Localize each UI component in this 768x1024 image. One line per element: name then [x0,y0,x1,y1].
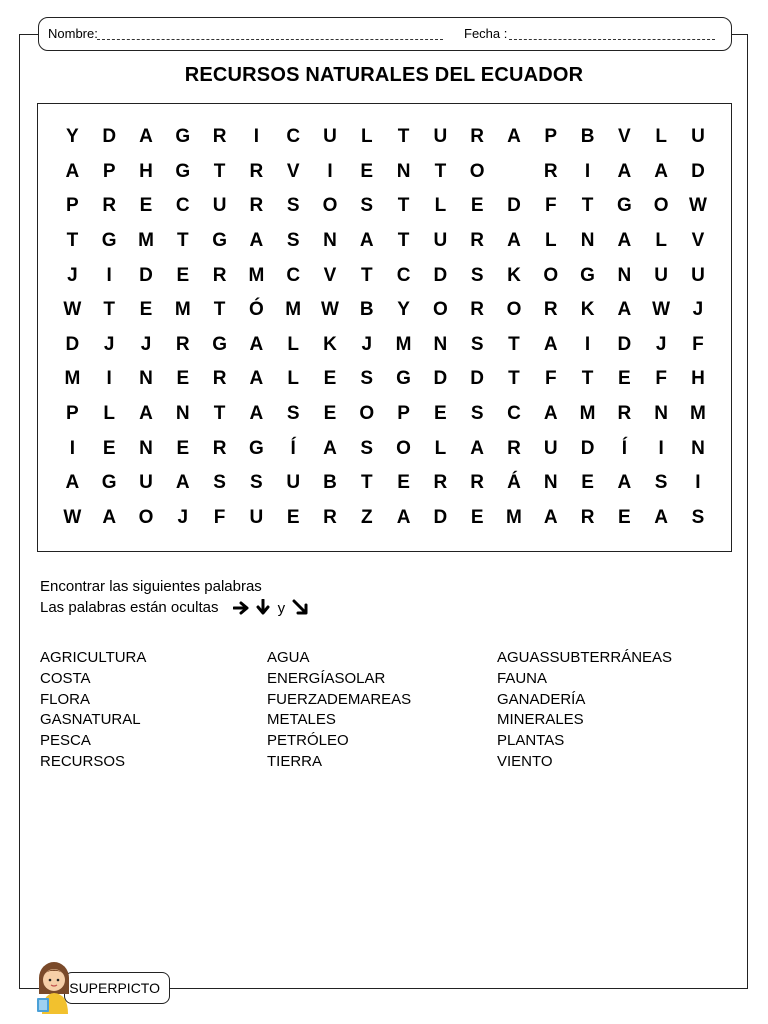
word-item: AGRICULTURA [40,649,147,666]
grid-cell[interactable]: A [396,506,411,528]
grid-cell[interactable]: O [506,299,522,321]
grid-cell[interactable]: Á [507,472,521,494]
grid-cell[interactable]: A [654,160,669,182]
word-list-column-2 [267,648,411,773]
grid-cell[interactable]: U [249,506,264,528]
word-search-grid [54,120,716,535]
header-bar [38,17,732,51]
instructions-line2-row [40,597,310,619]
grid-cell[interactable]: E [139,299,153,321]
grid-cell[interactable]: E [434,403,447,425]
grid-cell[interactable]: J [655,333,667,355]
grid-cell[interactable]: C [396,264,411,286]
grid-cell[interactable]: E [176,437,190,459]
grid-cell[interactable]: C [175,195,190,217]
grid-cell[interactable]: F [544,195,557,217]
brand-badge [34,958,174,1012]
grid-cell[interactable]: R [249,160,264,182]
name-label: Nombre: [48,26,98,41]
grid-cell[interactable]: A [543,333,558,355]
grid-cell[interactable]: E [618,506,631,528]
grid-cell[interactable]: U [139,472,153,494]
grid-cell[interactable]: G [175,160,191,182]
grid-cell[interactable]: P [397,403,410,425]
grid-cell[interactable]: L [655,126,667,148]
brand-pill [64,972,170,1004]
grid-cell[interactable]: D [691,160,705,182]
grid-cell[interactable]: A [249,368,264,390]
grid-cell[interactable]: D [65,333,80,355]
grid-cell[interactable]: R [249,195,264,217]
instructions-line1: Encontrar las siguientes palabras [40,578,262,595]
word-list-column-3 [497,648,672,773]
grid-cell[interactable]: A [507,126,521,148]
grid-cell[interactable]: T [397,230,410,252]
grid-cell[interactable]: K [507,264,521,286]
grid-cell[interactable]: A [470,437,485,459]
grid-cell[interactable]: F [655,368,667,390]
grid-cell[interactable]: F [213,506,226,528]
grid-cell[interactable]: L [434,195,447,217]
grid-cell[interactable]: R [433,472,448,494]
grid-cell[interactable]: M [138,230,154,252]
grid-cell[interactable]: D [470,368,485,390]
grid-cell[interactable]: W [63,506,82,528]
word-item: GASNATURAL [40,711,141,729]
direction-arrows [233,598,311,619]
grid-cell[interactable]: R [212,368,227,390]
grid-cell[interactable]: I [658,437,664,459]
grid-cell[interactable]: R [543,299,558,321]
grid-cell[interactable]: G [248,437,264,459]
grid-cell[interactable]: J [103,333,115,355]
grid-cell[interactable]: U [323,126,337,148]
grid-cell[interactable]: A [617,230,632,252]
grid-cell[interactable]: E [397,472,410,494]
grid-cell[interactable]: T [213,299,226,321]
word-list-column-1 [40,648,146,773]
grid-cell[interactable]: N [433,333,448,355]
arrows-connector: y [277,599,286,617]
grid-cell[interactable]: A [543,506,558,528]
grid-cell[interactable]: S [286,230,300,252]
grid-cell[interactable]: Ó [248,299,264,321]
word-item: RECURSOS [40,752,126,770]
grid-cell[interactable]: S [360,195,374,217]
grid-cell[interactable]: T [508,368,520,390]
grid-cell[interactable]: W [688,195,707,217]
grid-cell[interactable]: N [323,230,337,252]
grid-cell[interactable]: K [580,299,595,321]
grid-cell[interactable]: A [139,403,153,425]
grid-cell[interactable] [496,155,533,190]
grid-cell[interactable]: P [544,126,558,148]
word-item: FLORA [40,690,91,708]
name-field[interactable] [97,39,443,40]
grid-cell[interactable]: B [359,299,374,321]
grid-cell[interactable]: D [507,195,521,217]
grid-cell[interactable]: S [470,403,484,425]
grid-cell[interactable]: N [654,403,669,425]
grid-cell[interactable]: E [323,403,337,425]
grid-cell[interactable]: R [470,299,485,321]
grid-cell[interactable]: E [102,437,116,459]
grid-cell[interactable]: T [66,230,79,252]
teacher-avatar-icon [34,958,78,1014]
grid-cell[interactable]: S [470,333,484,355]
grid-cell[interactable]: A [617,299,632,321]
grid-cell[interactable]: A [175,472,190,494]
grid-cell[interactable]: S [360,437,374,459]
grid-cell[interactable]: O [396,437,411,459]
grid-cell[interactable]: S [654,472,668,494]
grid-cell[interactable]: Í [290,437,296,459]
grid-cell[interactable]: N [617,264,632,286]
word-item: COSTA [40,669,91,687]
grid-cell[interactable]: I [584,160,591,182]
grid-cell[interactable]: R [617,403,632,425]
grid-cell[interactable]: F [692,333,704,355]
grid-cell[interactable]: G [396,368,411,390]
grid-cell[interactable]: E [470,195,484,217]
grid-cell[interactable]: R [212,437,227,459]
grid-cell[interactable]: T [213,160,226,182]
grid-cell[interactable]: E [360,160,374,182]
grid-cell[interactable]: R [212,126,227,148]
grid-cell[interactable]: L [287,333,299,355]
word-item: VIENTO [497,752,553,770]
grid-cell[interactable]: V [618,126,631,148]
grid-cell[interactable]: P [102,160,116,182]
grid-cell[interactable]: O [653,195,669,217]
grid-cell[interactable]: A [323,437,337,459]
grid-cell[interactable]: E [176,368,190,390]
grid-cell[interactable]: C [286,264,301,286]
grid-cell[interactable]: I [695,472,701,494]
grid-cell[interactable]: S [691,506,705,528]
grid-cell[interactable]: B [323,472,337,494]
grid-cell[interactable]: I [327,160,333,182]
grid-cell[interactable]: G [212,230,227,252]
grid-cell[interactable]: J [177,506,189,528]
grid-cell[interactable]: Y [66,126,79,148]
grid-cell[interactable]: U [691,264,705,286]
grid-cell[interactable]: D [433,506,448,528]
grid-cell[interactable]: B [580,126,595,148]
grid-cell[interactable]: E [323,368,337,390]
grid-cell[interactable]: O [543,264,559,286]
grid-cell[interactable]: D [433,264,448,286]
word-item: FAUNA [497,669,548,687]
word-item: AGUA [267,649,310,666]
grid-cell[interactable]: R [102,195,117,217]
instructions [40,576,310,619]
grid-cell[interactable]: N [175,403,190,425]
grid-cell[interactable]: A [139,126,153,148]
grid-cell[interactable]: A [249,403,264,425]
grid-cell[interactable]: T [103,299,115,321]
grid-cell[interactable]: N [691,437,705,459]
grid-cell[interactable]: T [508,333,520,355]
grid-cell[interactable]: Y [397,299,410,321]
grid-cell[interactable]: M [395,333,412,355]
grid-cell[interactable]: A [102,506,117,528]
word-item: MINERALES [497,711,584,729]
grid-cell[interactable]: G [175,126,191,148]
grid-cell[interactable]: R [507,437,521,459]
arrow-down-icon [255,599,271,617]
grid-cell[interactable]: I [69,437,76,459]
grid-cell[interactable]: L [544,230,557,252]
grid-cell[interactable]: A [543,403,558,425]
word-item: PLANTAS [497,732,565,750]
grid-cell[interactable]: A [617,160,632,182]
grid-cell[interactable]: R [470,126,485,148]
word-item: METALES [267,711,336,729]
grid-cell[interactable]: F [544,368,557,390]
grid-cell[interactable]: N [580,230,595,252]
grid-cell[interactable]: W [63,299,82,321]
grid-cell[interactable]: O [138,506,154,528]
grid-cell[interactable]: C [507,403,521,425]
grid-cell[interactable]: T [581,195,594,217]
grid-cell[interactable]: A [507,230,521,252]
grid-cell[interactable]: I [584,333,591,355]
grid-cell[interactable]: A [654,506,669,528]
word-item: GANADERÍA [497,690,586,708]
grid-cell[interactable]: N [543,472,558,494]
grid-cell[interactable]: M [248,264,265,286]
grid-cell[interactable]: S [360,368,374,390]
date-field[interactable] [509,39,715,40]
grid-cell[interactable]: W [652,299,671,321]
grid-cell[interactable]: G [580,264,595,286]
word-item: FUERZADEMAREAS [267,690,412,708]
grid-cell[interactable]: M [579,403,596,425]
word-item: AGUASSUBTERRÁNEAS [497,649,673,666]
grid-cell[interactable]: P [66,403,79,425]
grid-cell[interactable]: R [175,333,190,355]
grid-cell[interactable]: H [691,368,705,390]
grid-cell[interactable]: L [434,437,447,459]
grid-cell[interactable]: E [286,506,300,528]
grid-cell[interactable]: D [580,437,595,459]
grid-cell[interactable]: E [581,472,594,494]
grid-cell[interactable]: R [470,472,485,494]
grid-cell[interactable]: U [654,264,669,286]
grid-cell[interactable]: G [101,230,117,252]
grid-cell[interactable]: I [253,126,260,148]
grid-cell[interactable]: E [470,506,484,528]
grid-cell[interactable]: O [432,299,448,321]
grid-cell[interactable]: U [691,126,705,148]
grid-cell[interactable]: T [434,160,447,182]
grid-cell[interactable]: T [581,368,594,390]
grid-cell[interactable]: A [359,230,374,252]
grid-cell[interactable]: P [66,195,79,217]
grid-cell[interactable]: O [469,160,485,182]
grid-cell[interactable]: L [103,403,115,425]
grid-cell[interactable]: I [106,368,112,390]
grid-cell[interactable]: J [67,264,78,286]
grid-cell[interactable]: D [617,333,632,355]
grid-cell[interactable]: S [286,403,300,425]
grid-cell[interactable]: M [64,368,81,390]
grid-cell[interactable]: J [361,333,373,355]
grid-cell[interactable]: A [65,160,80,182]
grid-cell[interactable]: J [692,299,704,321]
grid-cell[interactable]: V [286,160,300,182]
grid-cell[interactable]: D [433,368,448,390]
grid-cell[interactable]: A [65,472,80,494]
grid-cell[interactable]: U [433,230,448,252]
grid-cell[interactable]: T [176,230,189,252]
grid-cell[interactable]: U [433,126,448,148]
word-item: ENERGÍASOLAR [267,669,386,687]
grid-cell[interactable]: M [174,299,191,321]
page-title: RECURSOS NATURALES DEL ECUADOR [184,64,584,86]
grid-cell[interactable]: G [212,333,227,355]
grid-cell[interactable]: V [691,230,705,252]
grid-cell[interactable]: D [102,126,117,148]
arrow-down-right-icon [292,599,310,617]
word-item: PESCA [40,732,91,750]
grid-cell[interactable]: E [618,368,631,390]
grid-cell[interactable]: V [323,264,337,286]
grid-cell[interactable]: A [249,230,264,252]
grid-cell[interactable]: G [101,472,117,494]
grid-cell[interactable]: C [286,126,301,148]
grid-cell[interactable]: N [396,160,411,182]
grid-cell[interactable]: R [323,506,337,528]
grid-cell[interactable]: R [543,160,558,182]
grid-cell[interactable]: T [360,472,373,494]
grid-cell[interactable]: A [249,333,264,355]
instructions-line2: Las palabras están ocultas [40,599,219,616]
grid-cell[interactable]: T [360,264,373,286]
grid-cell[interactable]: E [139,195,153,217]
grid-cell[interactable]: L [360,126,373,148]
grid-cell[interactable]: M [285,299,302,321]
grid-cell[interactable]: U [543,437,558,459]
grid-cell[interactable]: O [359,403,375,425]
grid-cell[interactable]: T [397,195,410,217]
grid-cell[interactable]: N [139,437,153,459]
grid-cell[interactable]: L [287,368,299,390]
grid-cell[interactable]: M [506,506,522,528]
grid-cell[interactable]: M [690,403,706,425]
grid-cell[interactable]: N [139,368,153,390]
grid-cell[interactable]: I [106,264,112,286]
date-label: Fecha : [464,26,508,41]
grid-cell[interactable]: J [140,333,152,355]
grid-cell[interactable]: O [322,195,338,217]
grid-cell[interactable]: H [139,160,153,182]
grid-cell[interactable]: G [616,195,632,217]
grid-cell[interactable]: S [250,472,263,494]
grid-cell[interactable]: R [212,264,227,286]
grid-cell[interactable]: K [323,333,337,355]
grid-cell[interactable]: W [321,299,339,321]
grid-cell[interactable]: R [470,230,485,252]
grid-cell[interactable]: U [286,472,301,494]
grid-cell[interactable]: L [655,230,667,252]
arrow-right-icon [233,600,251,616]
grid-cell[interactable]: S [286,195,300,217]
grid-cell[interactable]: S [213,472,226,494]
grid-cell[interactable]: D [139,264,153,286]
grid-cell[interactable]: E [176,264,190,286]
grid-cell[interactable]: T [397,126,410,148]
grid-cell[interactable]: T [213,403,226,425]
grid-cell[interactable]: Í [621,437,627,459]
word-item: PETRÓLEO [267,732,349,750]
grid-cell[interactable]: A [617,472,632,494]
grid-cell[interactable]: U [212,195,227,217]
brand-label: SUPERPICTO [69,980,160,996]
grid-cell[interactable]: Z [360,506,373,528]
grid-cell[interactable]: R [580,506,595,528]
word-item: TIERRA [267,752,323,770]
grid-cell[interactable]: S [470,264,484,286]
